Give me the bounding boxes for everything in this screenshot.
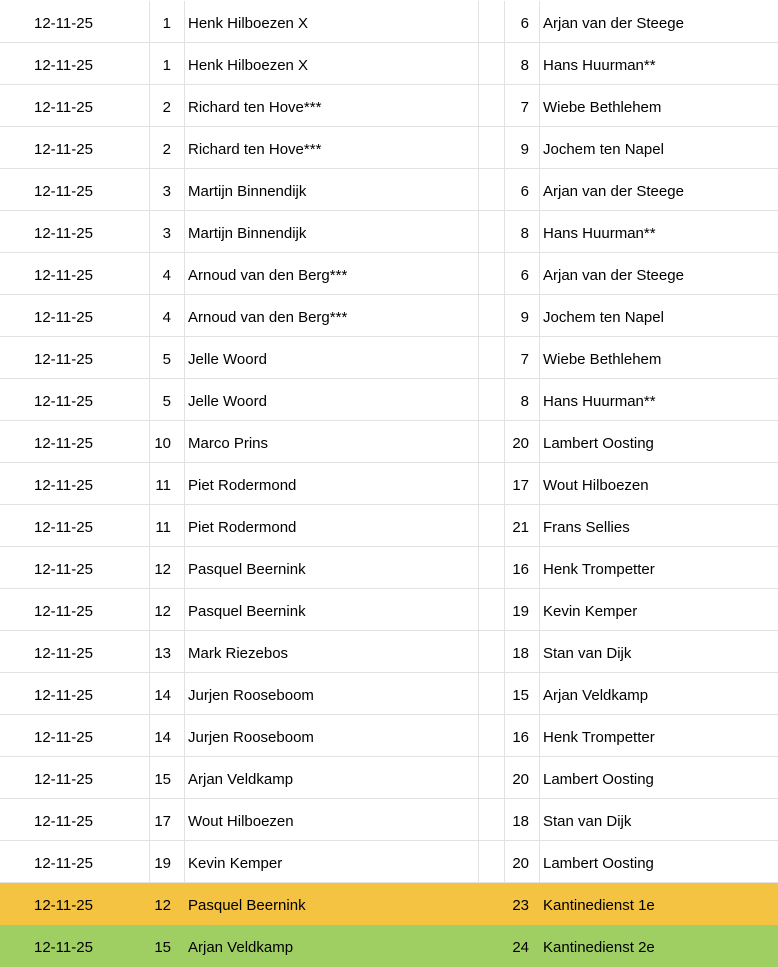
- table-row: [0, 85, 778, 127]
- home-player-cell-text: Jurjen Rooseboom: [188, 729, 314, 746]
- empty-cell[interactable]: [479, 463, 505, 504]
- away-player-cell-text: Wiebe Bethlehem: [543, 351, 662, 368]
- home-number-cell[interactable]: [150, 463, 185, 504]
- away-number-cell-text: 9: [520, 309, 529, 326]
- away-number-cell-text: 7: [520, 99, 529, 116]
- home-player-cell[interactable]: [185, 421, 479, 462]
- table-row: [0, 757, 778, 799]
- away-player-cell-text: Kantinedienst 2e: [543, 939, 655, 956]
- home-player-cell-text: Henk Hilboezen X: [188, 15, 309, 32]
- home-player-cell[interactable]: [185, 85, 479, 126]
- home-player-cell-text: Pasquel Beernink: [188, 897, 306, 914]
- home-player-cell[interactable]: [185, 631, 479, 672]
- table-row: [0, 505, 778, 547]
- date-cell-text: 12-11-25: [34, 603, 93, 620]
- home-player-cell[interactable]: [185, 211, 479, 252]
- away-number-cell[interactable]: [505, 757, 540, 798]
- home-number-cell-text: 1: [162, 57, 171, 74]
- away-player-cell[interactable]: [540, 43, 778, 84]
- home-number-cell[interactable]: [150, 631, 185, 672]
- home-number-cell[interactable]: [150, 253, 185, 294]
- home-number-cell-text: 14: [154, 687, 171, 704]
- home-number-cell-text: 12: [154, 603, 171, 620]
- home-number-cell[interactable]: [150, 547, 185, 588]
- away-number-cell-text: 8: [520, 57, 529, 74]
- away-player-cell[interactable]: [540, 127, 778, 168]
- away-number-cell[interactable]: [505, 883, 540, 924]
- date-cell-text: 12-11-25: [34, 141, 93, 158]
- home-player-cell[interactable]: [185, 463, 479, 504]
- away-number-cell[interactable]: [505, 337, 540, 378]
- home-number-cell[interactable]: [150, 127, 185, 168]
- away-number-cell[interactable]: [505, 421, 540, 462]
- home-number-cell-text: 13: [154, 645, 171, 662]
- table-row: [0, 589, 778, 631]
- home-player-cell-text: Marco Prins: [188, 435, 269, 452]
- away-player-cell[interactable]: [540, 85, 778, 126]
- empty-cell[interactable]: [479, 85, 505, 126]
- table-row: [0, 43, 778, 85]
- away-player-cell[interactable]: [540, 631, 778, 672]
- home-number-cell[interactable]: [150, 799, 185, 840]
- empty-cell[interactable]: [479, 883, 505, 924]
- home-player-cell[interactable]: [185, 547, 479, 588]
- table-row: [0, 253, 778, 295]
- away-player-cell[interactable]: [540, 883, 778, 924]
- table-row: [0, 715, 778, 757]
- date-cell[interactable]: [0, 925, 150, 966]
- table-row: [0, 421, 778, 463]
- home-number-cell-text: 15: [154, 939, 171, 956]
- away-number-cell-text: 6: [520, 267, 529, 284]
- home-number-cell-text: 4: [162, 309, 171, 326]
- away-player-cell-text: Wout Hilboezen: [543, 477, 649, 494]
- date-cell-text: 12-11-25: [34, 729, 93, 746]
- away-player-cell-text: Frans Sellies: [543, 519, 630, 536]
- away-number-cell[interactable]: [505, 589, 540, 630]
- home-player-cell-text: Arnoud van den Berg***: [188, 267, 348, 284]
- empty-cell[interactable]: [479, 127, 505, 168]
- home-player-cell[interactable]: [185, 337, 479, 378]
- table-row: [0, 295, 778, 337]
- away-player-cell-text: Arjan Veldkamp: [543, 687, 649, 704]
- home-number-cell[interactable]: [150, 85, 185, 126]
- away-player-cell-text: Kantinedienst 1e: [543, 897, 655, 914]
- away-player-cell[interactable]: [540, 715, 778, 756]
- home-player-cell-text: Jurjen Rooseboom: [188, 687, 314, 704]
- home-player-cell[interactable]: [185, 715, 479, 756]
- away-player-cell[interactable]: [540, 295, 778, 336]
- away-player-cell-text: Henk Trompetter: [543, 561, 655, 578]
- home-number-cell[interactable]: [150, 505, 185, 546]
- home-player-cell[interactable]: [185, 589, 479, 630]
- date-cell[interactable]: [0, 715, 150, 756]
- home-player-cell[interactable]: [185, 43, 479, 84]
- empty-cell[interactable]: [479, 379, 505, 420]
- away-player-cell-text: Jochem ten Napel: [543, 141, 664, 158]
- away-number-cell[interactable]: [505, 1, 540, 42]
- away-player-cell[interactable]: [540, 547, 778, 588]
- away-number-cell-text: 15: [512, 687, 529, 704]
- date-cell-text: 12-11-25: [34, 225, 93, 242]
- date-cell-text: 12-11-25: [34, 309, 93, 326]
- empty-cell[interactable]: [479, 547, 505, 588]
- date-cell-text: 12-11-25: [34, 855, 93, 872]
- away-player-cell-text: Arjan van der Steege: [543, 183, 684, 200]
- away-number-cell-text: 8: [520, 225, 529, 242]
- date-cell[interactable]: [0, 841, 150, 882]
- home-number-cell[interactable]: [150, 337, 185, 378]
- away-number-cell[interactable]: [505, 295, 540, 336]
- away-player-cell[interactable]: [540, 589, 778, 630]
- table-row: [0, 631, 778, 673]
- away-player-cell[interactable]: [540, 169, 778, 210]
- home-number-cell[interactable]: [150, 883, 185, 924]
- home-number-cell[interactable]: [150, 295, 185, 336]
- home-number-cell-text: 3: [162, 225, 171, 242]
- away-number-cell[interactable]: [505, 925, 540, 966]
- home-player-cell-text: Piet Rodermond: [188, 477, 297, 494]
- home-player-cell-text: Mark Riezebos: [188, 645, 289, 662]
- home-player-cell-text: Kevin Kemper: [188, 855, 283, 872]
- home-number-cell[interactable]: [150, 757, 185, 798]
- date-cell-text: 12-11-25: [34, 477, 93, 494]
- empty-cell[interactable]: [479, 589, 505, 630]
- empty-cell[interactable]: [479, 715, 505, 756]
- home-player-cell-text: Jelle Woord: [188, 393, 267, 410]
- away-player-cell[interactable]: [540, 505, 778, 546]
- home-player-cell-text: Richard ten Hove***: [188, 141, 322, 158]
- away-number-cell-text: 21: [512, 519, 529, 536]
- home-number-cell-text: 15: [154, 771, 171, 788]
- date-cell-text: 12-11-25: [34, 99, 93, 116]
- date-cell[interactable]: [0, 505, 150, 546]
- away-number-cell-text: 9: [520, 141, 529, 158]
- date-cell-text: 12-11-25: [34, 561, 93, 578]
- home-number-cell[interactable]: [150, 169, 185, 210]
- home-number-cell-text: 14: [154, 729, 171, 746]
- home-player-cell[interactable]: [185, 1, 479, 42]
- date-cell[interactable]: [0, 757, 150, 798]
- away-number-cell[interactable]: [505, 211, 540, 252]
- home-number-cell-text: 11: [155, 477, 171, 494]
- home-player-cell[interactable]: [185, 925, 479, 966]
- date-cell[interactable]: [0, 169, 150, 210]
- table-row: [0, 463, 778, 505]
- away-number-cell[interactable]: [505, 715, 540, 756]
- home-number-cell[interactable]: [150, 379, 185, 420]
- date-cell[interactable]: [0, 43, 150, 84]
- table-row: [0, 211, 778, 253]
- home-player-cell[interactable]: [185, 253, 479, 294]
- away-number-cell[interactable]: [505, 253, 540, 294]
- away-number-cell[interactable]: [505, 85, 540, 126]
- away-player-cell[interactable]: [540, 337, 778, 378]
- date-cell-text: 12-11-25: [34, 939, 93, 956]
- empty-cell[interactable]: [479, 337, 505, 378]
- home-number-cell-text: 5: [162, 351, 171, 368]
- away-player-cell-text: Hans Huurman**: [543, 57, 656, 74]
- away-player-cell-text: Stan van Dijk: [543, 645, 632, 662]
- home-player-cell[interactable]: [185, 505, 479, 546]
- home-player-cell[interactable]: [185, 883, 479, 924]
- empty-cell[interactable]: [479, 841, 505, 882]
- away-player-cell-text: Arjan van der Steege: [543, 15, 684, 32]
- away-number-cell-text: 18: [512, 813, 529, 830]
- away-player-cell[interactable]: [540, 463, 778, 504]
- away-player-cell-text: Wiebe Bethlehem: [543, 99, 662, 116]
- home-number-cell[interactable]: [150, 211, 185, 252]
- away-number-cell[interactable]: [505, 631, 540, 672]
- away-number-cell[interactable]: [505, 169, 540, 210]
- empty-cell[interactable]: [479, 757, 505, 798]
- away-number-cell[interactable]: [505, 841, 540, 882]
- away-number-cell-text: 16: [512, 729, 529, 746]
- date-cell[interactable]: [0, 1, 150, 42]
- home-number-cell[interactable]: [150, 421, 185, 462]
- date-cell-text: 12-11-25: [34, 435, 93, 452]
- away-number-cell[interactable]: [505, 127, 540, 168]
- away-number-cell[interactable]: [505, 673, 540, 714]
- away-player-cell[interactable]: [540, 211, 778, 252]
- table-row: [0, 799, 778, 841]
- empty-cell[interactable]: [479, 295, 505, 336]
- home-player-cell[interactable]: [185, 799, 479, 840]
- date-cell-text: 12-11-25: [34, 645, 93, 662]
- away-number-cell-text: 8: [520, 393, 529, 410]
- home-number-cell-text: 19: [154, 855, 171, 872]
- empty-cell[interactable]: [479, 925, 505, 966]
- away-player-cell-text: Henk Trompetter: [543, 729, 655, 746]
- date-cell-text: 12-11-25: [34, 267, 93, 284]
- date-cell-text: 12-11-25: [34, 393, 93, 410]
- away-number-cell[interactable]: [505, 799, 540, 840]
- home-number-cell-text: 17: [154, 813, 171, 830]
- home-player-cell-text: Arjan Veldkamp: [188, 771, 294, 788]
- date-cell[interactable]: [0, 883, 150, 924]
- date-cell-text: 12-11-25: [34, 15, 93, 32]
- away-number-cell[interactable]: [505, 463, 540, 504]
- date-cell[interactable]: [0, 337, 150, 378]
- away-player-cell[interactable]: [540, 841, 778, 882]
- home-player-cell-text: Pasquel Beernink: [188, 561, 306, 578]
- home-number-cell-text: 3: [162, 183, 171, 200]
- home-player-cell[interactable]: [185, 673, 479, 714]
- empty-cell[interactable]: [479, 211, 505, 252]
- empty-cell[interactable]: [479, 631, 505, 672]
- away-number-cell[interactable]: [505, 505, 540, 546]
- table-row: [0, 337, 778, 379]
- away-number-cell-text: 20: [512, 771, 529, 788]
- home-player-cell-text: Arnoud van den Berg***: [188, 309, 348, 326]
- empty-cell[interactable]: [479, 43, 505, 84]
- home-number-cell-text: 5: [162, 393, 171, 410]
- home-number-cell[interactable]: [150, 589, 185, 630]
- table-row: [0, 547, 778, 589]
- away-player-cell[interactable]: [540, 673, 778, 714]
- date-cell[interactable]: [0, 253, 150, 294]
- empty-cell[interactable]: [479, 799, 505, 840]
- home-player-cell[interactable]: [185, 127, 479, 168]
- home-player-cell-text: Richard ten Hove***: [188, 99, 322, 116]
- home-player-cell-text: Jelle Woord: [188, 351, 267, 368]
- home-number-cell-text: 1: [162, 15, 171, 32]
- date-cell[interactable]: [0, 127, 150, 168]
- away-number-cell[interactable]: [505, 43, 540, 84]
- empty-cell[interactable]: [479, 253, 505, 294]
- date-cell[interactable]: [0, 547, 150, 588]
- away-number-cell-text: 24: [512, 939, 529, 956]
- away-player-cell-text: Jochem ten Napel: [543, 309, 664, 326]
- home-number-cell[interactable]: [150, 925, 185, 966]
- table-row: [0, 169, 778, 211]
- away-number-cell-text: 6: [520, 183, 529, 200]
- away-number-cell-text: 19: [512, 603, 529, 620]
- empty-cell[interactable]: [479, 673, 505, 714]
- home-player-cell-text: Henk Hilboezen X: [188, 57, 309, 74]
- home-number-cell-text: 2: [162, 141, 171, 158]
- away-player-cell[interactable]: [540, 757, 778, 798]
- home-number-cell[interactable]: [150, 673, 185, 714]
- away-number-cell-text: 16: [512, 561, 529, 578]
- away-number-cell[interactable]: [505, 547, 540, 588]
- date-cell[interactable]: [0, 799, 150, 840]
- away-number-cell-text: 17: [512, 477, 529, 494]
- home-player-cell[interactable]: [185, 379, 479, 420]
- away-player-cell-text: Stan van Dijk: [543, 813, 632, 830]
- date-cell-text: 12-11-25: [34, 183, 93, 200]
- table-row: [0, 883, 778, 925]
- date-cell[interactable]: [0, 421, 150, 462]
- away-number-cell-text: 20: [512, 435, 529, 452]
- home-player-cell[interactable]: [185, 295, 479, 336]
- home-player-cell[interactable]: [185, 169, 479, 210]
- home-number-cell[interactable]: [150, 43, 185, 84]
- empty-cell[interactable]: [479, 505, 505, 546]
- away-player-cell[interactable]: [540, 1, 778, 42]
- table-row: [0, 379, 778, 421]
- home-player-cell[interactable]: [185, 757, 479, 798]
- date-cell[interactable]: [0, 295, 150, 336]
- date-cell[interactable]: [0, 589, 150, 630]
- away-player-cell[interactable]: [540, 799, 778, 840]
- away-player-cell-text: Lambert Oosting: [543, 771, 654, 788]
- empty-cell[interactable]: [479, 421, 505, 462]
- home-number-cell-text: 10: [154, 435, 171, 452]
- away-player-cell[interactable]: [540, 925, 778, 966]
- away-player-cell-text: Arjan van der Steege: [543, 267, 684, 284]
- table-row: [0, 673, 778, 715]
- table-row: [0, 127, 778, 169]
- date-cell-text: 12-11-25: [34, 897, 93, 914]
- away-number-cell-text: 20: [512, 855, 529, 872]
- date-cell[interactable]: [0, 631, 150, 672]
- home-number-cell-text: 2: [162, 99, 171, 116]
- table-row: [0, 1, 778, 43]
- away-player-cell-text: Lambert Oosting: [543, 855, 654, 872]
- home-number-cell-text: 11: [155, 519, 171, 536]
- home-player-cell-text: Piet Rodermond: [188, 519, 297, 536]
- away-number-cell-text: 18: [512, 645, 529, 662]
- home-player-cell-text: Martijn Binnendijk: [188, 183, 307, 200]
- date-cell[interactable]: [0, 85, 150, 126]
- empty-cell[interactable]: [479, 1, 505, 42]
- home-number-cell-text: 12: [154, 897, 171, 914]
- away-number-cell-text: 23: [512, 897, 529, 914]
- date-cell-text: 12-11-25: [34, 519, 93, 536]
- table-row: [0, 841, 778, 883]
- away-player-cell[interactable]: [540, 253, 778, 294]
- date-cell[interactable]: [0, 463, 150, 504]
- away-number-cell-text: 7: [520, 351, 529, 368]
- date-cell[interactable]: [0, 673, 150, 714]
- date-cell-text: 12-11-25: [34, 813, 93, 830]
- date-cell-text: 12-11-25: [34, 351, 93, 368]
- away-player-cell[interactable]: [540, 421, 778, 462]
- home-number-cell-text: 12: [154, 561, 171, 578]
- home-number-cell[interactable]: [150, 1, 185, 42]
- away-player-cell[interactable]: [540, 379, 778, 420]
- home-player-cell-text: Pasquel Beernink: [188, 603, 306, 620]
- away-player-cell-text: Lambert Oosting: [543, 435, 654, 452]
- home-player-cell-text: Arjan Veldkamp: [188, 939, 294, 956]
- away-number-cell-text: 6: [520, 15, 529, 32]
- away-player-cell-text: Kevin Kemper: [543, 603, 638, 620]
- home-player-cell-text: Wout Hilboezen: [188, 813, 294, 830]
- away-number-cell[interactable]: [505, 379, 540, 420]
- date-cell-text: 12-11-25: [34, 771, 93, 788]
- date-cell-text: 12-11-25: [34, 57, 93, 74]
- away-player-cell-text: Hans Huurman**: [543, 393, 656, 410]
- date-cell[interactable]: [0, 211, 150, 252]
- home-number-cell-text: 4: [162, 267, 171, 284]
- date-cell[interactable]: [0, 379, 150, 420]
- home-number-cell[interactable]: [150, 715, 185, 756]
- date-cell-text: 12-11-25: [34, 687, 93, 704]
- home-player-cell[interactable]: [185, 841, 479, 882]
- table-row: [0, 925, 778, 967]
- home-number-cell[interactable]: [150, 841, 185, 882]
- away-player-cell-text: Hans Huurman**: [543, 225, 656, 242]
- home-player-cell-text: Martijn Binnendijk: [188, 225, 307, 242]
- empty-cell[interactable]: [479, 169, 505, 210]
